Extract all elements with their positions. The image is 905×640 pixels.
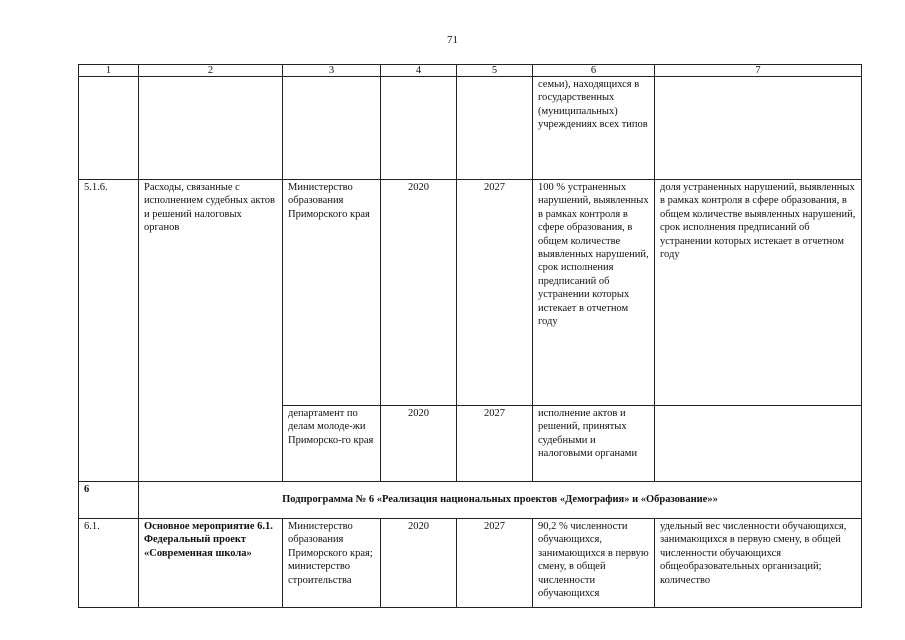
expected-result: исполнение актов и решений, принятых судебными и налоговыми органами xyxy=(533,406,655,482)
executor: департамент по делам молоде-жи Приморско-го края xyxy=(283,406,381,482)
start-year: 2020 xyxy=(381,180,457,406)
indicator xyxy=(655,406,862,482)
indicator: доля устраненных нарушений, выявленных в рамках контроля в сфере образования, в общем количестве выявленных нарушений, срок исполнения предписаний об устранении которых истекает в отчетном году xyxy=(655,180,862,406)
executor: Министерство образования Приморского края xyxy=(283,180,381,406)
table-row-subprogram-6 xyxy=(79,482,862,519)
end-year: 2027 xyxy=(457,406,533,482)
page-number: 71 xyxy=(447,34,458,46)
cont-num-cell xyxy=(79,77,139,180)
expected-result xyxy=(533,519,655,608)
indicator xyxy=(655,519,862,608)
header-cell-1: 1 xyxy=(79,65,139,77)
header-cell-6: 6 xyxy=(533,65,655,77)
table-row-continuation xyxy=(79,77,862,180)
cont-name-cell xyxy=(139,77,283,180)
subprogram-title: Подпрограмма № 6 «Реализация национальных проектов «Демография» и «Образование»» xyxy=(139,482,862,519)
executor-text: Министерство образования Приморского края; министерство строительства xyxy=(288,521,373,586)
header-cell-5: 5 xyxy=(457,65,533,77)
start-year: 2020 xyxy=(381,519,457,608)
indicator-text: удельный вес численности обучающихся, занимающихся в первую смену, в общей численности обучающихся общеобразовательных организаций; количество xyxy=(660,521,847,586)
expected-result: 100 % устраненных нарушений, выявленных в рамках контроля в сфере образования, в общем количестве выявленных нарушений, срок исполнения предписаний об устранении которых истекает в отчетном году xyxy=(533,180,655,406)
header-cell-7: 7 xyxy=(655,65,862,77)
table-row-5-1-6-sub xyxy=(79,406,862,482)
executor xyxy=(283,519,381,608)
header-cell-4: 4 xyxy=(381,65,457,77)
program-table xyxy=(78,64,862,608)
activity-name xyxy=(139,519,283,608)
table-row-5-1-6 xyxy=(79,180,862,406)
row-number: 5.1.6. xyxy=(79,180,139,406)
activity-name-cont xyxy=(139,406,283,482)
header-cell-2: 2 xyxy=(139,65,283,77)
row-number: 6 xyxy=(79,482,139,519)
end-year: 2027 xyxy=(457,519,533,608)
cont-exec-cell xyxy=(283,77,381,180)
activity-name-text: Основное мероприятие 6.1. Федеральный проект «Современная школа» xyxy=(144,521,273,559)
start-year: 2020 xyxy=(381,406,457,482)
expected-result-text: 90,2 % численности обучающихся, занимающихся в первую смену, в общей численности обучающихся xyxy=(538,521,649,600)
row-number-cont xyxy=(79,406,139,482)
end-year: 2027 xyxy=(457,180,533,406)
table-row-6-1 xyxy=(79,519,862,608)
header-cell-3: 3 xyxy=(283,65,381,77)
cont-indicator-cell xyxy=(655,77,862,180)
activity-name: Расходы, связанные с исполнением судебных актов и решений налоговых органов xyxy=(139,180,283,406)
header-row xyxy=(79,65,862,77)
cont-result-cell: семьи), находящихся в государственных (муниципальных) учреждениях всех типов xyxy=(533,77,655,180)
cont-end-cell xyxy=(457,77,533,180)
cont-start-cell xyxy=(381,77,457,180)
row-number: 6.1. xyxy=(79,519,139,608)
